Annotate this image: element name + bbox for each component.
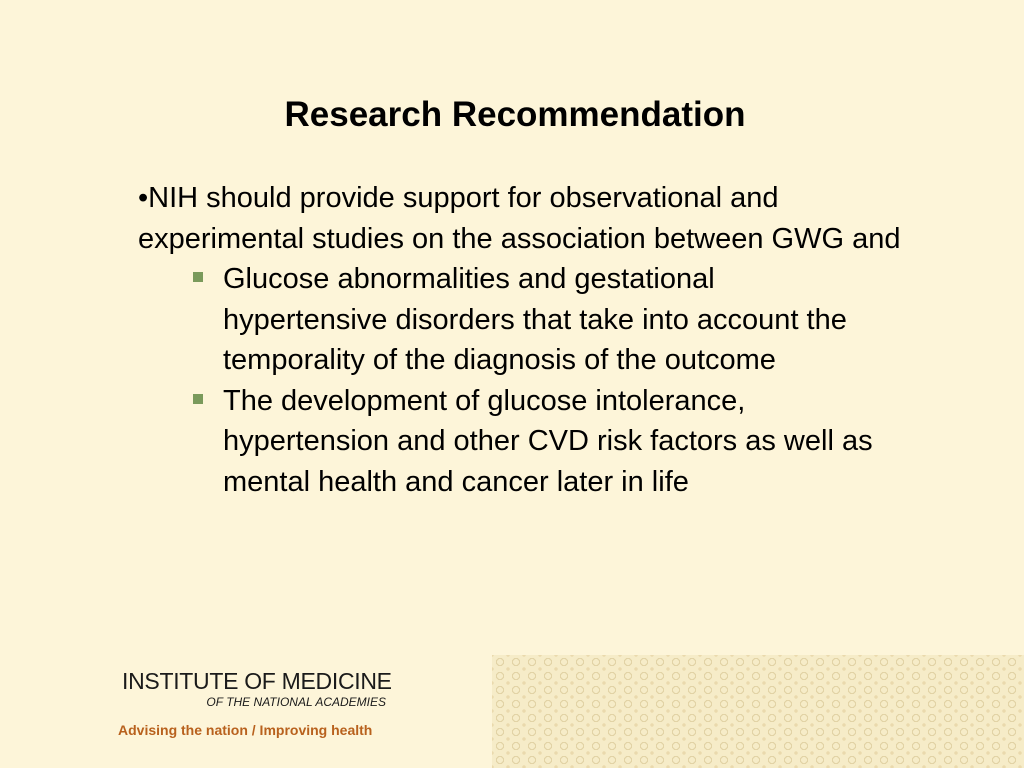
square-bullet-icon <box>193 272 203 282</box>
logo-sub-text: OF THE NATIONAL ACADEMIES <box>206 695 386 709</box>
tagline: Advising the nation / Improving health <box>118 722 373 738</box>
square-bullet-icon <box>193 394 203 404</box>
slide-title: Research Recommendation <box>284 95 746 134</box>
main-bullet-text: •NIH should provide support for observational and experimental studies on the association between GWG and <box>138 182 901 255</box>
sub-bullet-item <box>138 381 883 503</box>
institute-logo <box>122 668 392 709</box>
decorative-pattern <box>492 655 1024 768</box>
logo-main-text: INSTITUTE OF MEDICINE <box>122 668 392 694</box>
sub-bullet-item <box>138 259 883 381</box>
sub-bullet-text: Glucose abnormalities and gestational hypertensive disorders that take into account the temporality of the diagnosis of the outcome <box>223 263 847 376</box>
sub-bullet-list <box>138 259 928 502</box>
slide-body <box>138 178 928 502</box>
sub-bullet-text: The development of glucose intolerance, hypertension and other CVD risk factors as well as mental health and cancer later in life <box>223 384 873 498</box>
